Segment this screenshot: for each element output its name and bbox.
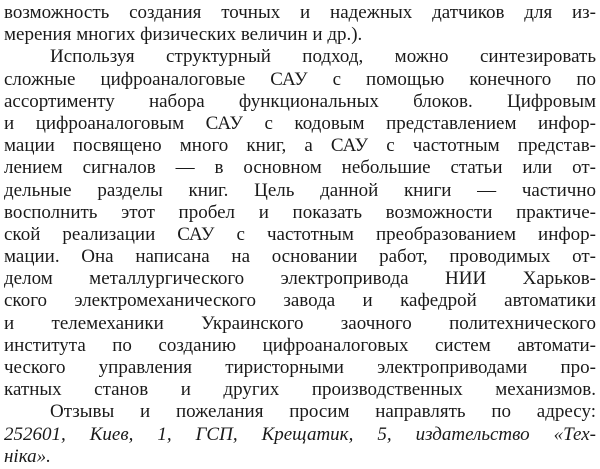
text-line: катных станов и других производственных механизмов. (4, 379, 596, 401)
text-line: и цифроаналоговым САУ с кодовым представлением инфор- (4, 112, 596, 134)
text-line: делом металлургического электропривода НИИ Харьков- (4, 268, 596, 290)
paragraph-start-line: Отзывы и пожелания просим направлять по адресу: (50, 401, 596, 423)
address-line-end: ніка». (4, 445, 51, 467)
document-page (4, 2, 596, 467)
text-line: ческого управления тиристорными электроприводами про- (4, 357, 596, 378)
address-line: 252601, Киев, 1, ГСП, Крещатик, 5, издательство «Тех- (4, 423, 596, 445)
paragraph-start-line: Используя структурный подход, можно синтезировать (50, 46, 596, 68)
text-line: мерения многих физических величин и др.). (4, 24, 363, 46)
text-line: ской реализации САУ с частотным преобразованием инфор- (4, 223, 596, 245)
text-line: и телемеханики Украинского заочного политехнического (4, 312, 596, 334)
text-line: ского электромеханического завода и кафедрой автоматики (4, 290, 596, 312)
text-line: дельные разделы книг. Цель данной книги — частично (4, 179, 596, 201)
text-line: возможность создания точных и надежных датчиков для из- (4, 2, 596, 23)
text-line: сложные цифроаналоговые САУ с помощью конечного по (4, 68, 596, 90)
text-line: института по созданию цифроаналоговых систем автомати- (4, 334, 596, 356)
text-line: мации. Она написана на основании работ, проводимых от- (4, 246, 596, 268)
text-line: восполнить этот пробел и показать возможности практиче- (4, 201, 596, 223)
text-line: лением сигналов — в основном небольшие статьи или от- (4, 157, 596, 179)
text-line: ассортименту набора функциональных блоков. Цифровым (4, 90, 596, 112)
text-line: мации посвящено много книг, а САУ с частотным представ- (4, 135, 596, 157)
